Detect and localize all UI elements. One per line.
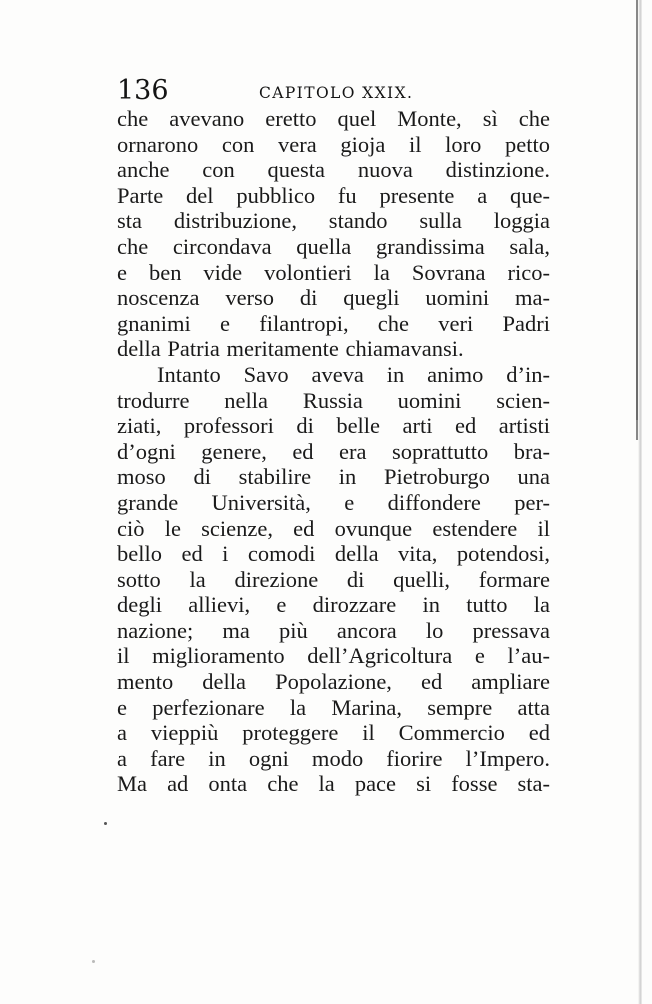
text-line: sta distribuzione, stando sulla loggia (117, 208, 550, 234)
text-line: che circondava quella grandissima sala, (117, 233, 550, 259)
page-number: 136 (117, 75, 169, 106)
paper-speck (104, 822, 107, 825)
text-line: ornarono con vera gioja il loro petto (117, 131, 550, 157)
text-line: gnanimi e filantropi, che veri Padri (117, 310, 550, 336)
text-line: Parte del pubblico fu presente a que- (117, 182, 550, 208)
text-line: Ma ad onta che la pace si fosse sta- (117, 771, 550, 797)
text-line: mento della Popolazione, ed ampliare (117, 669, 550, 695)
text-line: moso di stabilire in Pietroburgo una (117, 464, 550, 490)
body-text (117, 106, 550, 797)
text-line: sotto la direzione di quelli, formare (117, 566, 550, 592)
text-line: d’ogni genere, ed era soprattutto bra- (117, 438, 550, 464)
text-line: ciò le scienze, ed ovunque estendere il (117, 515, 550, 541)
page-edge-line-lower (636, 270, 638, 420)
text-line: nazione; ma più ancora lo pressava (117, 617, 550, 643)
text-line: che avevano eretto quel Monte, sì che (117, 106, 550, 131)
paragraph-last-line: della Patria meritamente chiamavansi. (117, 336, 464, 362)
text-line: anche con questa nuova distinzione. (117, 157, 550, 183)
text-line: degli allievi, e dirozzare in tutto la (117, 592, 550, 618)
text-line: noscenza verso di quegli uomini ma- (117, 285, 550, 311)
text-line: il miglioramento dell’Agricoltura e l’au- (117, 643, 550, 669)
paper-speck (92, 960, 95, 963)
running-title: CAPITOLO XXIX. (259, 84, 414, 102)
text-line: e ben vide volontieri la Sovrana rico- (117, 259, 550, 285)
text-line: trodurre nella Russia uomini scien- (117, 387, 550, 413)
text-line: a fare in ogni modo fiorire l’Impero. (117, 745, 550, 771)
text-line: e perfezionare la Marina, sempre atta (117, 694, 550, 720)
page-header (117, 76, 550, 106)
page-edge-shadow (638, 0, 642, 1004)
text-line: ziati, professori di belle arti ed artisti (117, 413, 550, 439)
paragraph-first-line: Intanto Savo aveva in animo d’in- (157, 361, 550, 387)
text-line: a vieppiù proteggere il Commercio ed (117, 720, 550, 746)
text-line: grande Università, e diffondere per- (117, 489, 550, 515)
text-line: bello ed i comodi della vita, potendosi, (117, 541, 550, 567)
